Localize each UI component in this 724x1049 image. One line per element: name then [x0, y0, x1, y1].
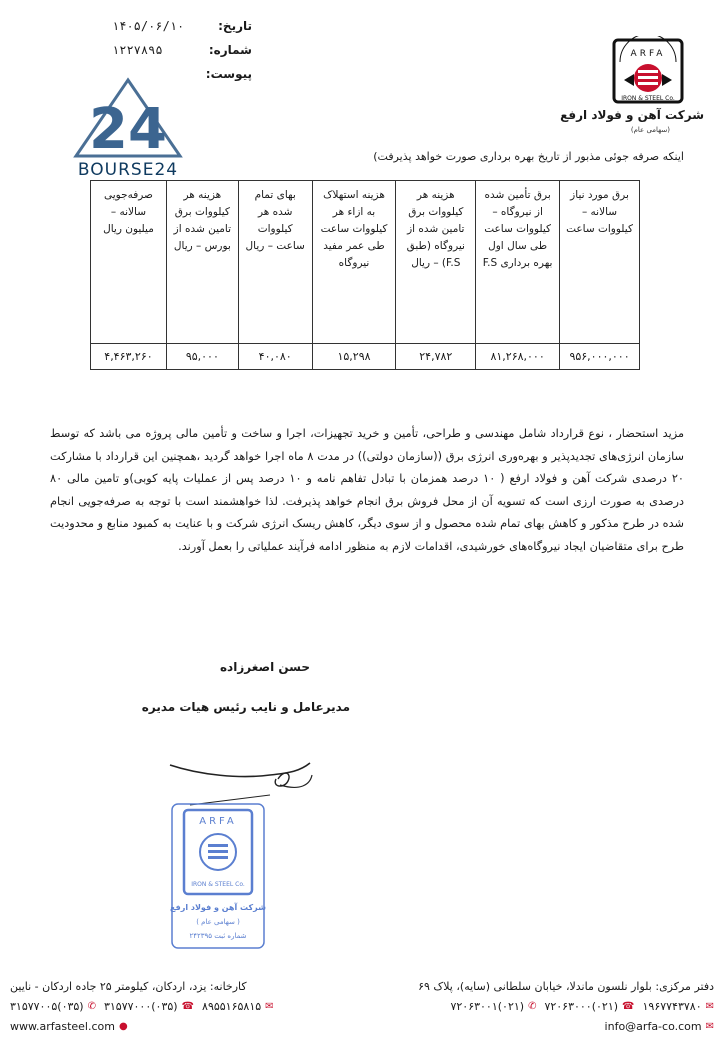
website-link[interactable]: www.arfasteel.com — [10, 1019, 115, 1033]
table-cell: ۸۱,۲۶۸,۰۰۰ — [476, 344, 560, 370]
fax-icon: ✆ — [87, 1000, 96, 1012]
table-cell: ۴۰,۰۸۰ — [238, 344, 312, 370]
office-postal: ۱۹۶۷۷۴۳۷۸۰ — [642, 999, 702, 1013]
factory-fax: (۰۳۵)۳۱۵۷۷۰۰۵ — [10, 999, 84, 1013]
footer-web-row — [10, 1016, 714, 1036]
office-address: دفتر مرکزی: بلوار نلسون ماندلا، خیابان سلطانی (سایه)، پلاک ۶۹ — [418, 979, 714, 993]
office-fax: (۰۲۱)۷۲۰۶۳۰۰۱ — [450, 999, 525, 1013]
table-header-cell: صرفه‌جویی سالانه – میلیون ریال — [91, 181, 167, 344]
bourse24-text: BOURSE24 — [77, 160, 179, 180]
factory-postal: ۸۹۵۵۱۶۵۸۱۵ — [202, 999, 262, 1013]
date-label: تاریخ: — [218, 19, 252, 33]
savings-table — [90, 180, 640, 370]
date-row — [112, 14, 252, 38]
stamp-sub: ( سهامی عام ) — [196, 918, 240, 926]
attachment-label: پیوست: — [205, 67, 252, 81]
arfa-logo-top-text: ARFA — [630, 49, 666, 59]
number-row — [112, 38, 252, 62]
stamp-reg: شماره ثبت ۲۴۲۳۹۵ — [189, 932, 247, 940]
date-value: ۱۴۰۵/۰۶/۱۰ — [112, 19, 185, 33]
bourse24-mark-icon — [68, 76, 188, 160]
globe-icon: ● — [118, 1020, 128, 1032]
table-cell: ۹۵۶,۰۰۰,۰۰۰ — [560, 344, 640, 370]
stamp-mid-text: IRON & STEEL Co. — [191, 881, 245, 888]
footer-address-row — [10, 976, 714, 996]
table-header-cell: هزینه استهلاک به ازاء هر کیلووات ساعت طی عمر مفید نیروگاه — [312, 181, 396, 344]
email-icon: ✉ — [705, 1020, 714, 1032]
arfa-logo-bottom-text: IRON & STEEL Co. — [621, 95, 675, 102]
number-label: شماره: — [208, 43, 252, 57]
arfa-emblem-icon — [608, 36, 688, 112]
company-subtitle: (سهامی عام) — [630, 126, 670, 134]
footer-phone-row — [10, 996, 714, 1016]
email-link[interactable]: info@arfa-co.com — [604, 1019, 702, 1033]
factory-contact-group — [10, 1000, 274, 1013]
table-cell: ۹۵,۰۰۰ — [166, 344, 238, 370]
table-cell: ۱۵,۲۹۸ — [312, 344, 396, 370]
table-header-row — [91, 181, 640, 344]
table-header-cell: بهای تمام شده هر کیلووات ساعت – ریال — [238, 181, 312, 344]
postal-icon: ✉ — [705, 1000, 714, 1012]
table-header-cell: برق مورد نیاز سالانه –کیلووات ساعت — [560, 181, 640, 344]
factory-phone: (۰۳۵)۳۱۵۷۷۰۰۰ — [103, 999, 178, 1013]
body-paragraph: مزید استحضار ، نوع قرارداد شامل مهندسی و طراحی، تأمین و خرید تجهیزات، اجرا و ساخت و تأمین مالی پروژه می باشد که توسط سازمان انرژی‌های تجدیدپذیر و بهره‌وری انرژی برق ((سازمان دولتی)) در مدت ۸ ماه اجرا خواهد گردید ،همچنین این قرارداد با مشارکت ۲۰ درصدی شرکت آهن و فولاد ارفع ( ۱۰ درصد همزمان با تبادل تفاهم نامه و ۱۰ درصد پس از عملیات پایه کوبی)و تامین مالی ۸۰ درصدی به صورت ارزی است که تسویه آن از محل فروش برق انجام خواهد پذیرفت. لذا خواهشمند است با توجه به صرفه‌جویی انجام شده در طرح مذکور و کاهش بهای تمام شده محصول و از سوی دیگر، کاهش ریسک انرژی شرکت و با عنایت به کمبود منابع و محدودیت طرح برای متقاضیان ایجاد نیروگاه‌های خورشیدی، اقدامات لازم به منظور ادامه فرآیند عملیاتی را بعمل آورند. — [50, 427, 684, 553]
table-row — [91, 344, 640, 370]
number-value: ۱۲۲۷۸۹۵ — [112, 43, 163, 57]
table-header-cell: هزینه هر کیلووات برق تامین شده از بورس – ریال — [166, 181, 238, 344]
postal-icon: ✉ — [265, 1000, 274, 1012]
phone-icon: ☎ — [622, 1000, 635, 1012]
table-cell: ۴,۴۶۳,۲۶۰ — [91, 344, 167, 370]
table-header-cell: برق تأمین شده از نیروگاه – کیلووات ساعت طی سال اول بهره برداری F.S — [476, 181, 560, 344]
phone-icon: ☎ — [181, 1000, 195, 1012]
office-contact-group — [450, 1000, 714, 1013]
stamp-icon — [170, 802, 266, 950]
signatory-name: حسن اصغرزاده — [219, 660, 311, 674]
office-phone: (۰۲۱)۷۲۰۶۳۰۰۰ — [544, 999, 619, 1013]
arfa-logo — [608, 36, 688, 112]
table-header-cell: هزینه هر کیلووات برق تامین شده از نیروگاه (طبق F.S) – ریال — [396, 181, 476, 344]
bourse24-logo — [68, 76, 188, 180]
stamp-name: شرکت آهن و فولاد ارفع — [170, 903, 266, 912]
fax-icon: ✆ — [528, 1000, 537, 1012]
letter-footer — [10, 976, 714, 1036]
factory-address: کارخانه: یزد، اردکان، کیلومتر ۲۵ جاده اردکان - نایین — [10, 979, 247, 993]
bourse24-numeral: 24 — [89, 97, 167, 160]
stamp-top-text: ARFA — [199, 816, 237, 827]
signatory-title: مدیرعامل و نایب رئیس هیات مدیره — [141, 700, 350, 714]
table-cell: ۲۴,۷۸۲ — [396, 344, 476, 370]
company-name: شرکت آهن و فولاد ارفع — [560, 108, 704, 122]
company-stamp — [170, 802, 266, 950]
intro-text: اینکه صرفه جوئی مذبور از تاریخ بهره برداری صورت خواهد پذیرفت) — [373, 150, 684, 163]
